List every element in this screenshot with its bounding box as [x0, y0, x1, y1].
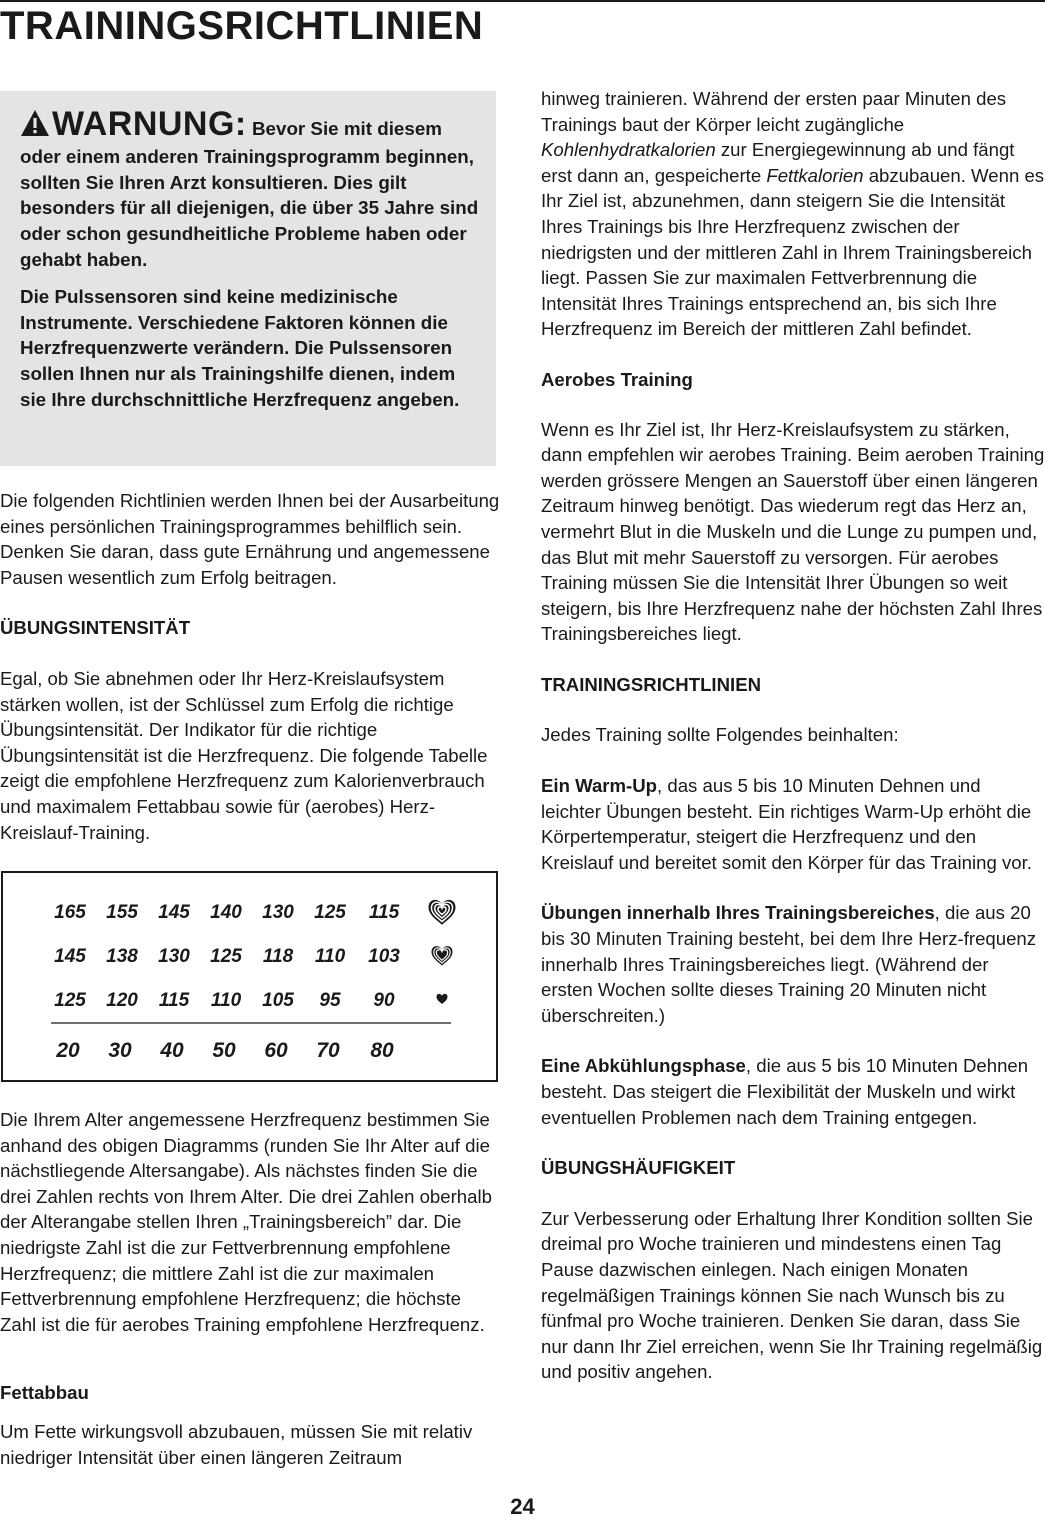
cooldown-paragraph — [541, 1053, 1045, 1130]
heart-rate-value: 140 — [210, 902, 242, 923]
aerobic-zone-large-heart-icon — [429, 900, 456, 925]
page-title: TRAININGSRICHTLINIEN — [0, 4, 484, 48]
page-number: 24 — [510, 1494, 535, 1519]
fat-heading: Fettabbau — [0, 1382, 89, 1403]
warning-paragraph-2: Die Pulssensoren sind keine medizinische Instrumente. Verschiedene Faktoren können die Herzfrequenzwerte verändern. Die Pulssensoren sollen Ihnen nur als Trainingshilfe dienen, indem sie Ihre durchschnittliche Herzfrequenz angeben. — [20, 285, 460, 410]
intensity-text: Egal, ob Sie abnehmen oder Ihr Herz-Kreislaufsystem stärken wollen, ist der Schlüssel zum Erfolg die richtige Übungsintensität. Der Indikator für die richtige Übungsintensität ist die Herzfrequenz. Die folgende Tabelle zeigt die empfohlene Herzfrequenz zum Kalorienverbrauch und maximalem Fettabbau sowie für (aerobes) Herz-Kreislauf-Training. — [0, 668, 488, 843]
guidelines-heading: TRAININGSRICHTLINIEN — [541, 673, 762, 695]
warning-paragraph-1 — [20, 105, 482, 273]
heart-rate-value: 130 — [158, 946, 190, 967]
heart-rate-value: 120 — [106, 990, 138, 1011]
heart-rate-value: 115 — [368, 902, 400, 923]
cooldown-text: , die aus 5 bis 10 Minuten Dehnen besteht. Das steigert die Flexibilität der Muskeln und wirkt eventuellen Problemen nach dem Training entgegen. — [541, 1055, 1029, 1128]
heart-rate-value: 110 — [210, 990, 242, 1011]
warning-triangle-icon — [20, 109, 50, 144]
heart-rate-value: 110 — [314, 946, 346, 967]
zone-text: , die aus 20 bis 30 Minuten Training besteht, bei dem Ihre Herz-frequenz innerhalb Ihres Trainingsbereiches liegt. (Während der ersten Wochen sollte dieses Training 20 Minuten nicht überschreiten.) — [541, 902, 1037, 1026]
carb-calories-term: Kohlenhydratkalorien — [541, 139, 716, 161]
heart-rate-value: 125 — [314, 902, 346, 923]
cooldown-term: Eine Abkühlungsphase — [541, 1055, 746, 1077]
heart-rate-value: 125 — [210, 946, 242, 967]
max-fat-burn-medium-heart-icon — [432, 946, 453, 965]
age-label: 60 — [264, 1039, 288, 1062]
heart-rate-value: 103 — [368, 946, 400, 967]
zone-paragraph — [541, 900, 1045, 1028]
heart-rate-value: 90 — [373, 990, 395, 1011]
fat-text: Um Fette wirkungsvoll abzubauen, müssen Sie mit relativ niedriger Intensität über einen längeren Zeitraum — [0, 1421, 473, 1468]
fat-cont-b: zur Energiegewinnung ab und fängt erst dann an, gespeicherte — [541, 139, 1015, 186]
fat-burn-small-heart-icon — [437, 994, 448, 1004]
chart-explanation-text: Die Ihrem Alter angemessene Herzfrequenz bestimmen Sie anhand des obigen Diagramms (runden Sie Ihr Alter auf die nächstliegende Altersangabe). Als nächstes finden Sie die drei Zahlen rechts von Ihrem Alter. Die drei Zahlen oberhalb der Alterangabe stellen Ihren „Trainingsbereich” dar. Die niedrigste Zahl ist die zur Fettverbrennung empfohlene Herzfrequenz; die mittlere Zahl ist die zur maximalen Fettverbrennung empfohlene Herzfrequenz; die höchste Zahl ist die für aerobes Training empfohlene Herzfrequenz. — [0, 1109, 492, 1335]
fat-calories-term: Fettkalorien — [766, 164, 864, 186]
age-label: 30 — [108, 1039, 132, 1062]
frequency-heading: ÜBUNGSHÄUFIGKEIT — [541, 1157, 736, 1179]
age-label: 20 — [56, 1039, 80, 1062]
guidelines-intro: Jedes Training sollte Folgendes beinhalten: — [541, 724, 899, 746]
heart-rate-value: 125 — [54, 990, 86, 1011]
warmup-text: , das aus 5 bis 10 Minuten Dehnen und leichter Übungen besteht. Ein richtiges Warm-Up erhöht die Körpertemperatur, steigert die Herzfrequenz und den Kreislauf und bereitet somit den Körper für das Training vor. — [541, 775, 1032, 873]
age-label: 40 — [160, 1039, 184, 1062]
intensity-paragraph — [0, 666, 500, 845]
warning-box — [0, 91, 496, 466]
heart-rate-chart-svg — [3, 873, 496, 1080]
intro-paragraph — [0, 488, 500, 590]
warmup-term: Ein Warm-Up — [541, 775, 658, 797]
heart-rate-value: 155 — [106, 902, 138, 923]
warning-text-1: Bevor Sie mit diesem oder einem anderen Trainingsprogramm beginnen, sollten Sie Ihren Arzt konsultieren. Dies gilt besonders für all diejenigen, die über 35 Jahre sind oder schon gesundheitliche Probleme haben oder gehabt haben. — [20, 118, 479, 270]
aerobic-heading: Aerobes Training — [541, 368, 693, 390]
zone-term: Übungen innerhalb Ihres Trainingsbereiches — [541, 902, 935, 924]
top-rule — [0, 0, 1045, 2]
heart-rate-value: 115 — [158, 990, 190, 1011]
aerobic-text: Wenn es Ihr Ziel ist, Ihr Herz-Kreislaufsystem zu stärken, dann empfehlen wir aerobes Training. Beim aeroben Training werden grössere Mengen an Sauerstoff über einen längeren Zeitraum hinweg benötigt. Das wiederum regt das Herz an, vermehrt Blut in die Muskeln und die Lunge zu pumpen und, das Blut mit mehr Sauerstoff zu versorgen. Für aerobes Training müssen Sie die Intensität Ihrer Übungen so weit steigern, bis Ihre Herzfrequenz nahe der höchsten Zahl Ihres Trainingsbereiches liegt. — [541, 418, 1045, 645]
age-label: 50 — [212, 1039, 236, 1062]
heart-rate-value: 118 — [262, 946, 294, 967]
chart-explanation — [0, 1107, 500, 1337]
right-column — [541, 86, 1045, 1385]
heart-rate-value: 145 — [54, 946, 86, 967]
heart-rate-value: 105 — [262, 990, 294, 1011]
heart-rate-value: 165 — [54, 902, 86, 923]
age-label: 80 — [370, 1039, 394, 1062]
intro-text: Die folgenden Richtlinien werden Ihnen bei der Ausarbeitung eines persönlichen Trainingsprogrammes behilflich sein. Denken Sie daran, dass gute Ernährung und angemessene Pausen wesentlich zum Erfolg beitragen. — [0, 490, 500, 588]
heart-rate-value: 138 — [106, 946, 138, 967]
heart-rate-value: 145 — [158, 902, 190, 923]
fat-paragraph — [0, 1419, 500, 1470]
warning-label: WARNUNG: — [52, 105, 247, 143]
fat-cont-a: hinweg trainieren. Während der ersten paar Minuten des Trainings baut der Körper leicht zugängliche — [541, 88, 1007, 135]
age-label: 70 — [316, 1039, 340, 1062]
fat-cont-c: abzubauen. Wenn es Ihr Ziel ist, abzunehmen, dann steigern Sie die Intensität Ihres Trainings bis Ihre Herzfrequenz zwischen der niedrigsten und der mittleren Zahl in Ihrem Trainingsbereich liegt. Passen Sie zur maximalen Fettverbrennung die Intensität Ihres Trainings entsprechend an, bis sich Ihre Herzfrequenz im Bereich der mittleren Zahl befindet. — [541, 164, 1045, 340]
heart-rate-chart — [1, 871, 498, 1082]
warmup-paragraph — [541, 773, 1045, 875]
fat-continued — [541, 86, 1045, 342]
heart-rate-value: 130 — [262, 902, 294, 923]
frequency-text: Zur Verbesserung oder Erhaltung Ihrer Kondition sollten Sie dreimal pro Woche trainieren und mindestens einen Tag Pause dazwischen einlegen. Nach einigen Monaten regelmäßigen Trainings können Sie nach Wunsch bis zu fünfmal pro Woche trainieren. Denken Sie daran, dass Sie nur dann Ihr Ziel erreichen, wenn Sie Ihr Training regelmäßig und positiv angehen. — [541, 1207, 1043, 1383]
intensity-heading: ÜBUNGSINTENSITÄT — [0, 617, 191, 638]
heart-rate-value: 95 — [319, 990, 341, 1011]
